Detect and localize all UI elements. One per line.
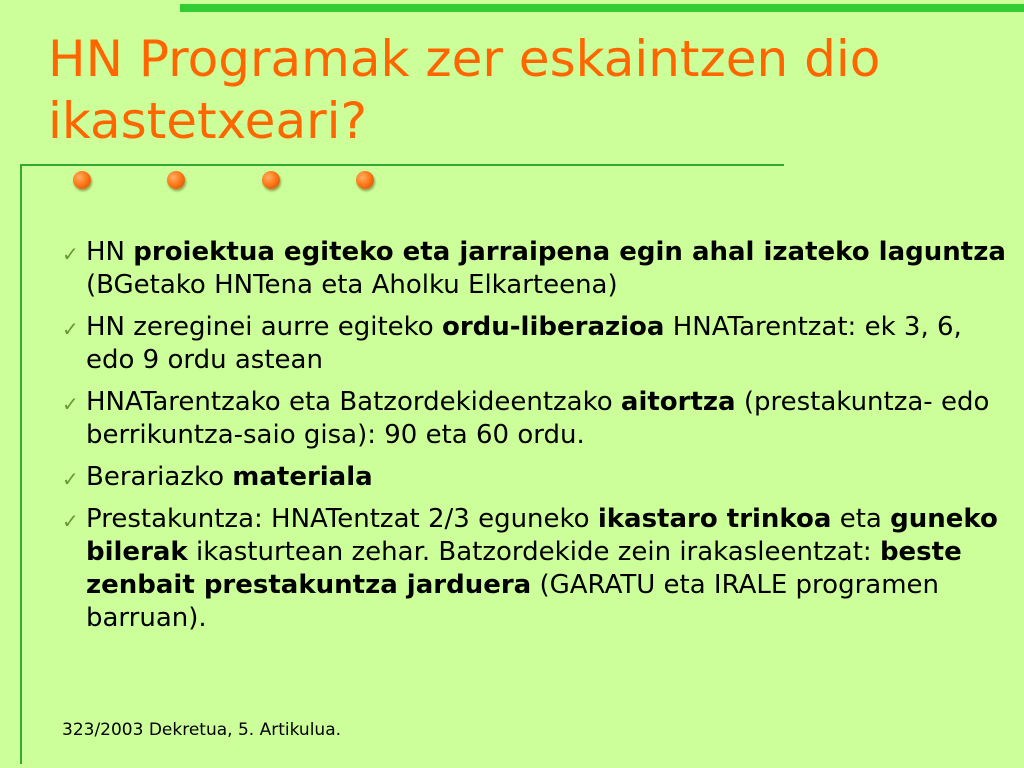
- check-icon: ✓: [62, 392, 79, 416]
- title-divider: [20, 164, 784, 166]
- bullet-text: (GARATU eta IRALE programen barruan).: [86, 570, 940, 633]
- bullet-text: ikasturtean zehar. Batzordekide zein irakasleentzat:: [187, 537, 880, 567]
- top-accent-line: [180, 4, 1024, 12]
- bullet-item: [62, 503, 1012, 635]
- slide-title: HN Programak zer eskaintzen dio ikastetxeari?: [48, 30, 881, 150]
- bullet-text: eta: [831, 504, 891, 534]
- bullet-list: [62, 236, 1012, 644]
- bullet-emphasis: ordu-liberazioa: [441, 312, 665, 342]
- bullet-item: [62, 311, 1012, 377]
- bullet-text: (prestakuntza- edo berrikuntza-saio gisa): 90 eta 60 ordu.: [86, 387, 990, 450]
- orange-dot-icon: [262, 171, 280, 189]
- check-icon: ✓: [62, 509, 79, 533]
- bullet-emphasis: beste zenbait prestakuntza jarduera: [86, 537, 962, 600]
- bullet-item: [62, 386, 1012, 452]
- bullet-text: (BGetako HNTena eta Aholku Elkarteena): [86, 270, 618, 300]
- orange-dot-icon: [356, 171, 374, 189]
- bullet-emphasis: ikastaro trinkoa: [597, 504, 832, 534]
- orange-dot-icon: [73, 171, 91, 189]
- bullet-emphasis: aitortza: [620, 387, 736, 417]
- bullet-item: [62, 236, 1012, 302]
- bullet-text: HN zereginei aurre egiteko: [86, 312, 442, 342]
- orange-dot-icon: [167, 171, 185, 189]
- bullet-item: [62, 461, 1012, 494]
- footer-note: 323/2003 Dekretua, 5. Artikulua.: [62, 720, 342, 740]
- bullet-text: HN: [86, 237, 134, 267]
- bullet-text: HNATarentzako eta Batzordekideentzako: [86, 387, 621, 417]
- check-icon: ✓: [62, 242, 79, 266]
- bullet-text: Prestakuntza: HNATentzat 2/3 eguneko: [86, 504, 598, 534]
- bullet-text: Berariazko: [86, 462, 233, 492]
- bullet-emphasis: proiektua egiteko eta jarraipena egin ahal izateko laguntza: [133, 237, 1006, 267]
- check-icon: ✓: [62, 467, 79, 491]
- bullet-emphasis: materiala: [232, 462, 373, 492]
- check-icon: ✓: [62, 317, 79, 341]
- bullet-text: HNATarentzat: ek 3, 6, edo 9 ordu astean: [86, 312, 962, 375]
- left-border-line: [20, 164, 22, 764]
- bullet-emphasis: guneko bilerak: [86, 504, 998, 567]
